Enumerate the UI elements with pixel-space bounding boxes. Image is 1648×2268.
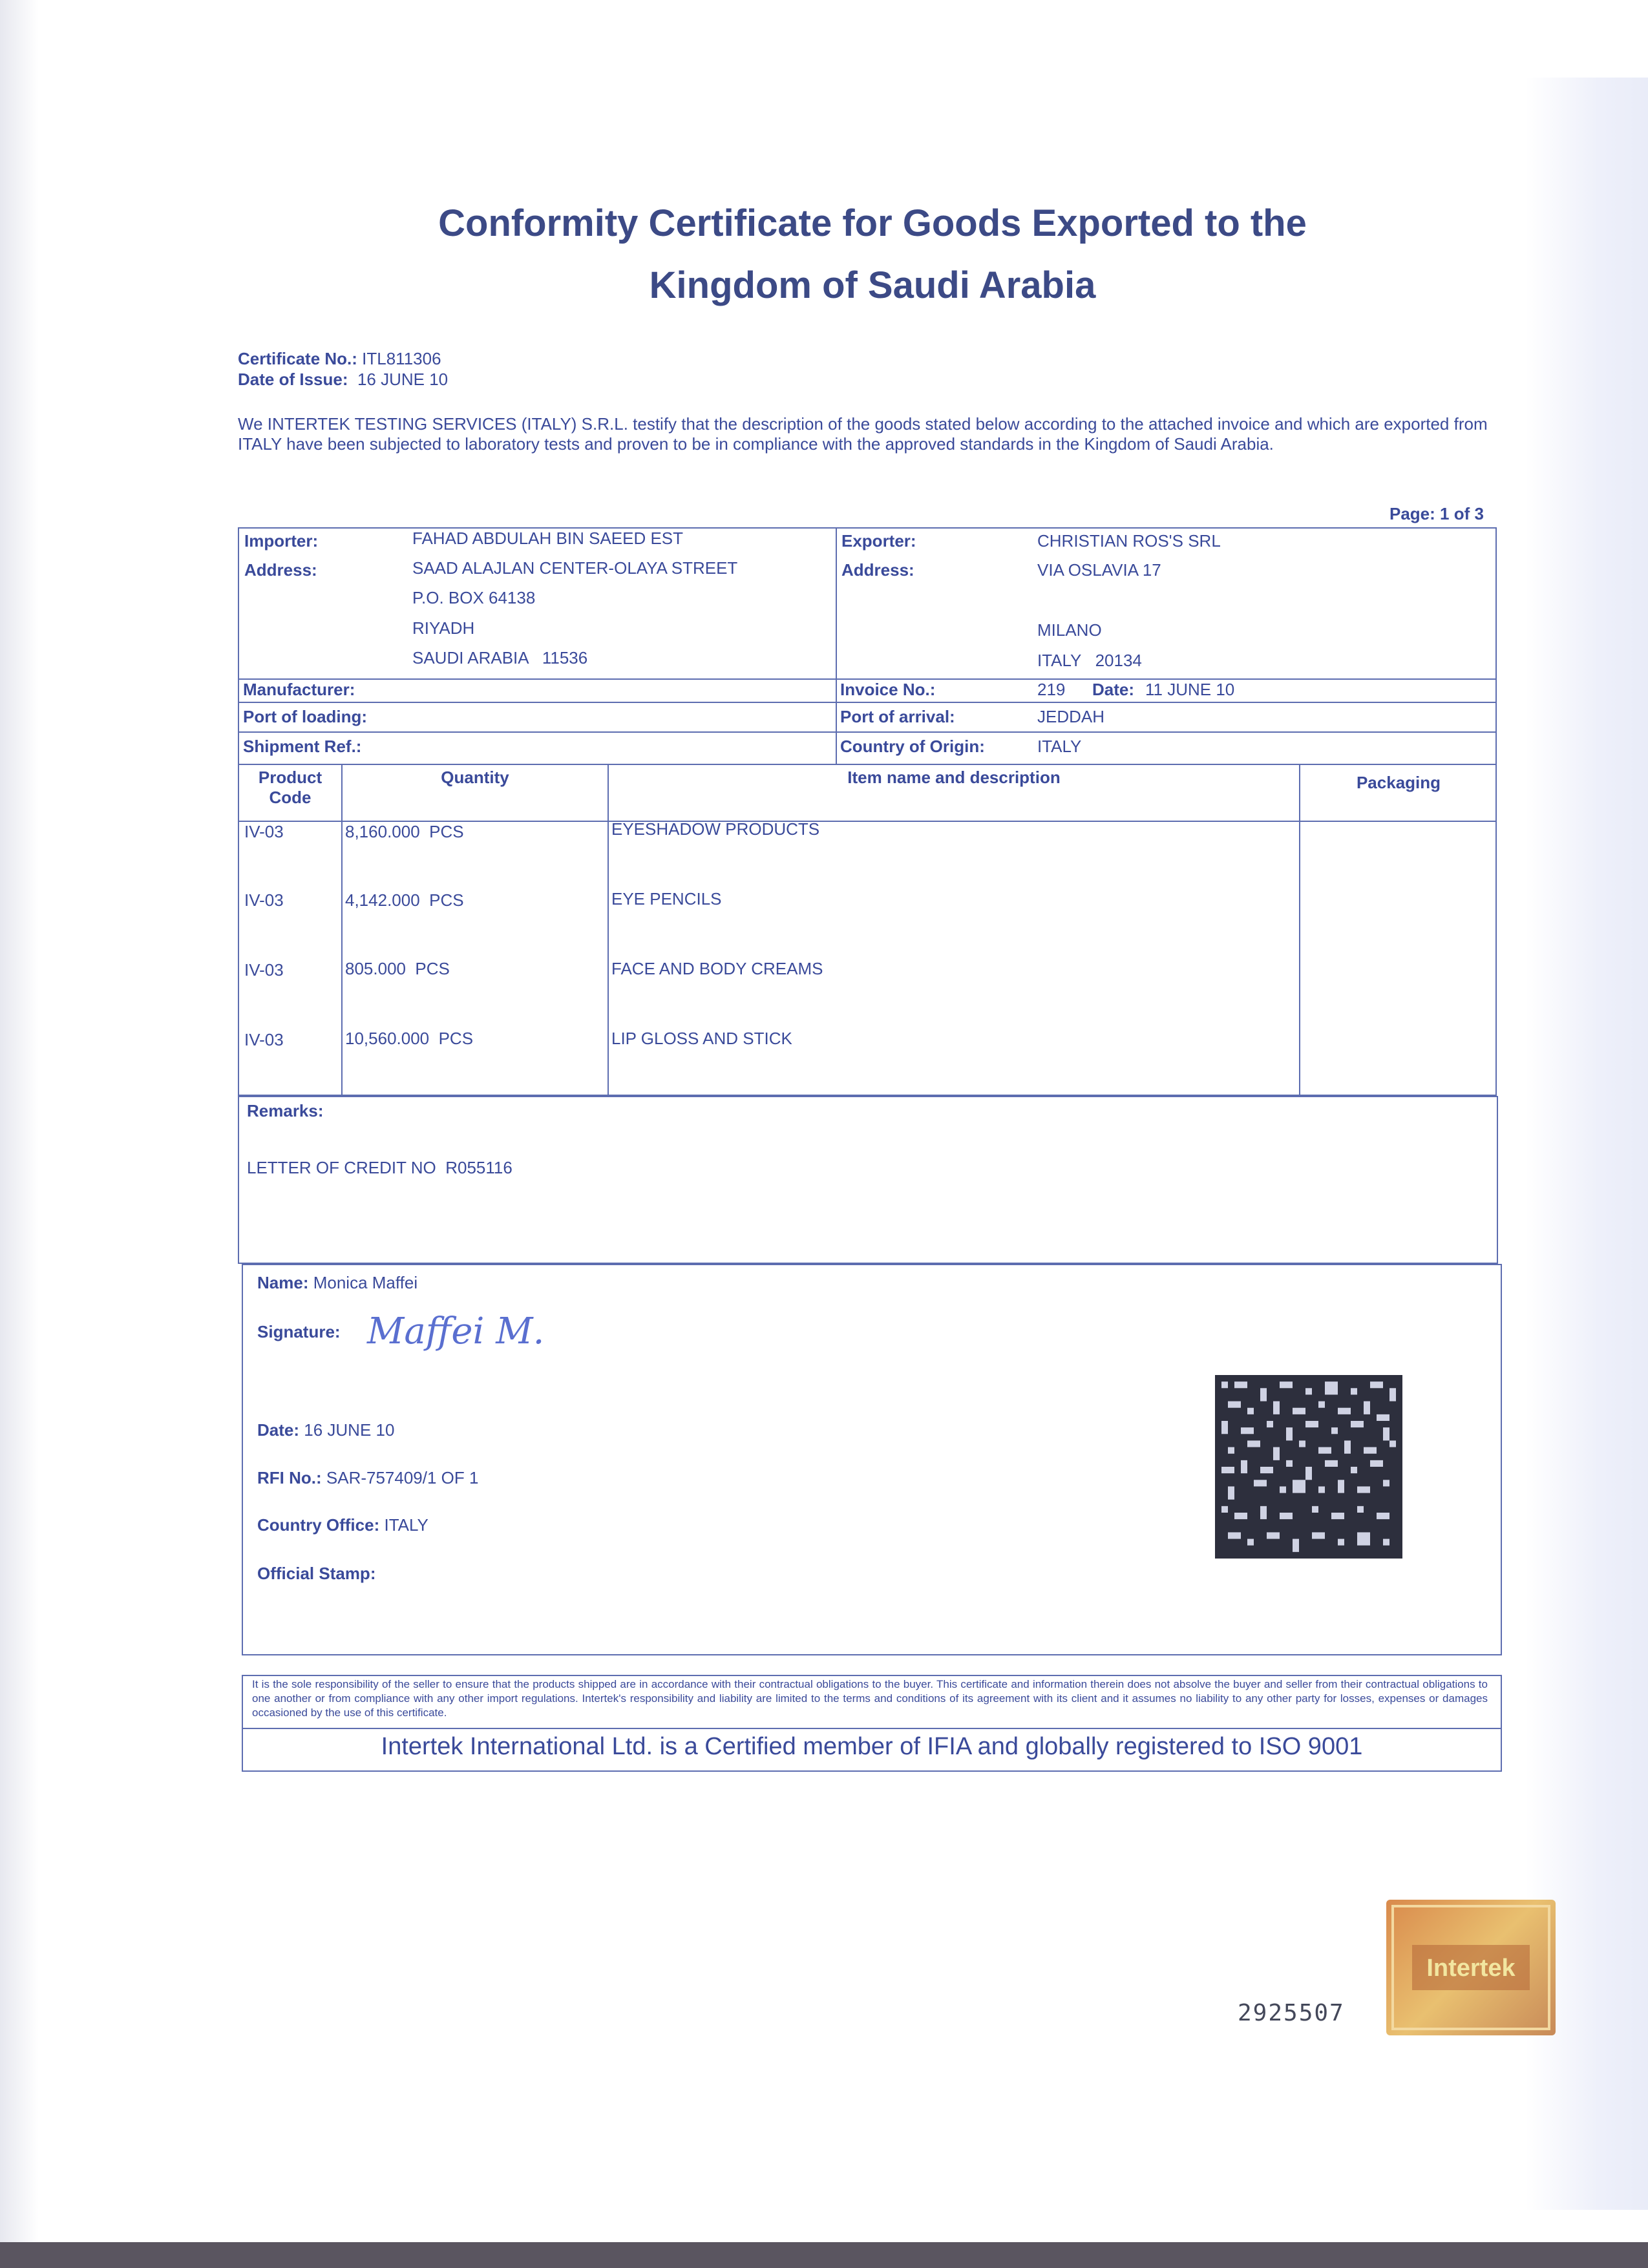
row-1-qty: 8,160.000 PCS — [345, 822, 464, 841]
signatory-name-label: Name: — [257, 1273, 309, 1292]
certificate-number: ITL811306 — [362, 349, 441, 368]
header-item-description: Item name and description — [847, 768, 1061, 787]
issue-date: 16 JUNE 10 — [357, 370, 449, 389]
exporter-label: Exporter: — [841, 531, 916, 551]
signatory-name: Monica Maffei — [313, 1273, 418, 1292]
header-product-code-line-1: Product — [258, 768, 322, 787]
shipment-ref-label: Shipment Ref.: — [243, 737, 362, 756]
row-4-item: LIP GLOSS AND STICK — [611, 1029, 792, 1048]
divider-port-top — [238, 702, 1497, 703]
page-edge-right — [1525, 78, 1648, 2210]
country-office-label: Country Office: — [257, 1515, 380, 1535]
certificate-number-label: Certificate No.: — [238, 349, 357, 368]
exporter-address-line-4: ITALY 20134 — [1037, 651, 1142, 670]
title-line-1: Conformity Certificate for Goods Exported to the — [438, 202, 1307, 244]
row-4-qty: 10,560.000 PCS — [345, 1029, 474, 1048]
exporter-address-line-3: MILANO — [1037, 620, 1102, 640]
intro-text: We INTERTEK TESTING SERVICES (ITALY) S.R.L. testify that the description of the goods stated below according to the attached invoice and which are exported from ITALY have been subjected to laboratory tests and proven to be in compliance with the approved standards in the Kingdom of Saudi Arabia. — [238, 414, 1488, 454]
page-edge-left — [0, 0, 39, 2268]
exporter-name: CHRISTIAN ROS'S SRL — [1037, 531, 1221, 551]
port-arrival-value: JEDDAH — [1037, 707, 1105, 726]
goods-col-divider-1 — [341, 764, 343, 1096]
row-4-code: IV-03 — [244, 1030, 284, 1049]
port-loading-label: Port of loading: — [243, 707, 368, 726]
barcode-2d-icon — [1215, 1375, 1402, 1559]
goods-col-divider-3 — [1299, 764, 1300, 1096]
page-edge-bottom — [0, 2242, 1648, 2268]
header-product-code — [239, 768, 341, 808]
signatory-date-label: Date: — [257, 1420, 300, 1440]
issue-date-label: Date of Issue: — [238, 370, 348, 389]
goods-col-divider-2 — [607, 764, 609, 1096]
header-product-code-line-2: Code — [269, 788, 312, 807]
footer-certification-line: Intertek International Ltd. is a Certified member of IFIA and globally registered to ISO 9001 — [381, 1733, 1363, 1760]
importer-address-line-2: P.O. BOX 64138 — [412, 588, 536, 607]
row-3-item: FACE AND BODY CREAMS — [611, 959, 823, 978]
invoice-label: Invoice No.: — [840, 680, 936, 699]
row-1-item: EYESHADOW PRODUCTS — [611, 819, 820, 839]
official-stamp-label: Official Stamp: — [257, 1564, 376, 1583]
row-1-code: IV-03 — [244, 822, 284, 841]
rfi-label: RFI No.: — [257, 1468, 322, 1487]
remarks-label: Remarks: — [247, 1101, 324, 1120]
party-divider — [836, 527, 837, 765]
remarks-box — [238, 1096, 1498, 1264]
rfi-number: SAR-757409/1 OF 1 — [326, 1468, 479, 1487]
country-origin-label: Country of Origin: — [840, 737, 985, 756]
invoice-date-label: Date: — [1092, 680, 1135, 699]
country-office: ITALY — [384, 1515, 428, 1535]
exporter-address-label: Address: — [841, 560, 914, 580]
remarks-text: LETTER OF CREDIT NO R055116 — [247, 1158, 512, 1177]
divider-shipment-top — [238, 731, 1497, 733]
importer-address-line-4: SAUDI ARABIA 11536 — [412, 648, 588, 667]
importer-name: FAHAD ABDULAH BIN SAEED EST — [412, 529, 684, 548]
rfi-row — [257, 1468, 478, 1488]
hologram-logo-text: Intertek — [1426, 1955, 1516, 1982]
page-indicator: Page: 1 of 3 — [1389, 504, 1484, 523]
invoice-number: 219 — [1037, 680, 1066, 699]
importer-address-line-3: RIYADH — [412, 618, 475, 638]
port-arrival-label: Port of arrival: — [840, 707, 955, 726]
row-2-code: IV-03 — [244, 890, 284, 910]
intertek-hologram-stamp — [1386, 1900, 1556, 2035]
title-line-2: Kingdom of Saudi Arabia — [649, 264, 1096, 306]
signature-label: Signature: — [257, 1322, 341, 1341]
signatory-date: 16 JUNE 10 — [304, 1420, 395, 1440]
importer-address-label: Address: — [244, 560, 317, 580]
invoice-date: 11 JUNE 10 — [1145, 680, 1235, 699]
divider-goods-top — [238, 764, 1497, 765]
country-origin-value: ITALY — [1037, 737, 1082, 756]
exporter-address-line-1: VIA OSLAVIA 17 — [1037, 560, 1161, 580]
disclaimer-text: It is the sole responsibility of the seller to ensure that the products shipped are in accordance with their contractual obligations to the buyer. This certificate and information therein does not absolve the buyer and seller from their contractual obligations to one another or from compliance with any other import regulations. Intertek's responsibility and liability are limited to the terms and conditions of its agreement with its client and it assumes no liability to any other party for losses, expenses or damages occasioned by the use of this certificate. — [252, 1678, 1488, 1719]
manufacturer-label: Manufacturer: — [243, 680, 355, 699]
signature-image: Maffei M. — [367, 1310, 545, 1352]
importer-address-line-1: SAAD ALAJLAN CENTER-OLAYA STREET — [412, 558, 738, 578]
hologram-pattern-icon — [1386, 1900, 1556, 2035]
row-2-item: EYE PENCILS — [611, 889, 722, 908]
row-3-qty: 805.000 PCS — [345, 959, 450, 978]
certificate-number-row — [238, 349, 441, 369]
header-quantity: Quantity — [441, 768, 509, 787]
details-table — [238, 527, 1497, 1096]
row-3-code: IV-03 — [244, 960, 284, 980]
importer-label: Importer: — [244, 531, 319, 551]
issue-date-row — [238, 370, 448, 390]
row-2-qty: 4,142.000 PCS — [345, 890, 464, 910]
serial-number: 2925507 — [1238, 2000, 1345, 2026]
signatory-date-row — [257, 1420, 394, 1440]
country-office-row — [257, 1515, 428, 1535]
header-packaging: Packaging — [1356, 773, 1441, 792]
signatory-name-row — [257, 1273, 417, 1293]
